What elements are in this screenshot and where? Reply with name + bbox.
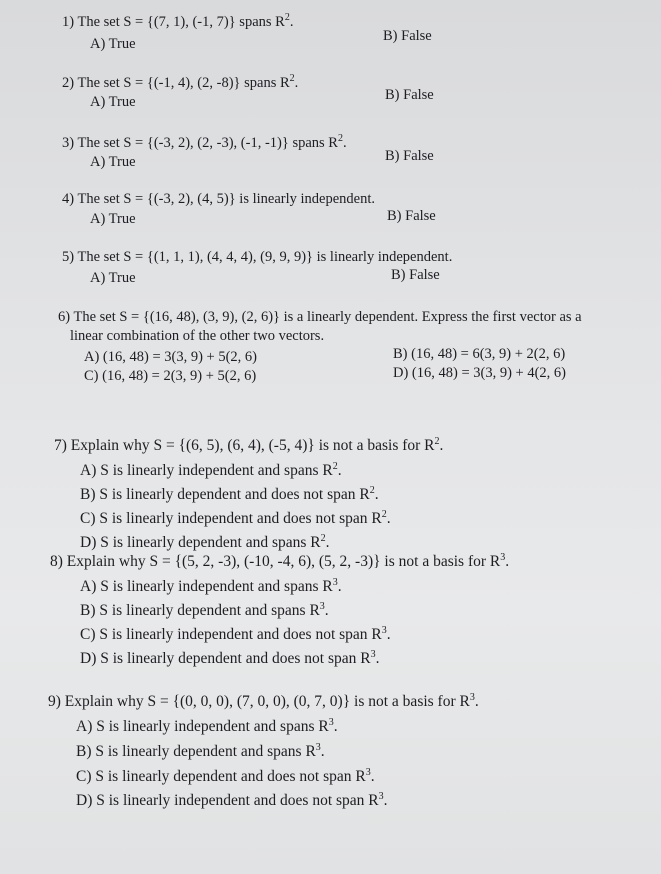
option-text: C) S is linearly dependent and does not span R bbox=[76, 768, 366, 785]
question-2-stem bbox=[62, 74, 298, 92]
option-b[interactable]: B) False bbox=[391, 267, 440, 283]
period: . bbox=[289, 14, 294, 30]
question-5-stem bbox=[62, 248, 452, 266]
option-a[interactable]: A) True bbox=[90, 36, 136, 52]
period: . bbox=[474, 693, 479, 710]
superscript: 2 bbox=[381, 509, 387, 520]
option-a[interactable]: A) True bbox=[90, 270, 136, 286]
option-a[interactable] bbox=[80, 578, 342, 596]
superscript: 3 bbox=[328, 717, 334, 728]
superscript: 3 bbox=[381, 625, 387, 636]
superscript: 2 bbox=[284, 12, 290, 23]
option-text: A) S is linearly independent and spans R bbox=[76, 718, 329, 735]
superscript: 2 bbox=[337, 133, 343, 144]
question-6-stem-line-2: linear combination of the other two vectors. bbox=[70, 328, 325, 344]
period: . bbox=[386, 510, 391, 527]
period: . bbox=[337, 462, 342, 479]
period: . bbox=[375, 650, 380, 667]
option-text: A) S is linearly independent and spans R bbox=[80, 462, 333, 479]
superscript: 3 bbox=[332, 577, 338, 588]
period: . bbox=[383, 792, 388, 809]
question-text: The set S = {(-3, 2), (4, 5)} is linearly independent. bbox=[77, 191, 375, 207]
option-text: C) S is linearly independent and does not span R bbox=[80, 510, 382, 527]
option-d[interactable] bbox=[76, 792, 388, 810]
question-3-stem bbox=[62, 134, 347, 152]
option-b[interactable]: B) False bbox=[383, 28, 432, 44]
option-a[interactable]: A) True bbox=[90, 211, 136, 227]
period: . bbox=[294, 75, 299, 91]
option-c[interactable] bbox=[76, 768, 375, 786]
question-text: The set S = {(-1, 4), (2, -8)} spans R bbox=[77, 75, 290, 91]
option-b[interactable] bbox=[80, 602, 329, 620]
period: . bbox=[320, 743, 325, 760]
question-text: Explain why S = {(6, 5), (6, 4), (-5, 4)} is not a basis for R bbox=[70, 437, 435, 454]
period: . bbox=[333, 718, 338, 735]
option-b[interactable]: B) False bbox=[385, 87, 434, 103]
option-text: D) S is linearly dependent and spans R bbox=[80, 534, 321, 551]
superscript: 3 bbox=[365, 767, 371, 778]
option-b[interactable]: B) (16, 48) = 6(3, 9) + 2(2, 6) bbox=[393, 346, 566, 362]
option-a[interactable]: A) (16, 48) = 3(3, 9) + 5(2, 6) bbox=[84, 349, 258, 365]
question-text: The set S = {(7, 1), (-1, 7)} spans R bbox=[77, 14, 285, 30]
option-c[interactable]: C) (16, 48) = 2(3, 9) + 5(2, 6) bbox=[84, 368, 257, 384]
superscript: 3 bbox=[469, 692, 475, 703]
question-text: The set S = {(16, 48), (3, 9), (2, 6)} is a linearly dependent. Express the first vector as a bbox=[73, 309, 582, 325]
superscript: 3 bbox=[319, 601, 325, 612]
option-a[interactable] bbox=[80, 462, 342, 480]
question-text: The set S = {(1, 1, 1), (4, 4, 4), (9, 9, 9)} is linearly independent. bbox=[77, 249, 453, 265]
period: . bbox=[386, 626, 391, 643]
option-a[interactable]: A) True bbox=[90, 154, 136, 170]
question-4-stem bbox=[62, 190, 375, 208]
question-7-stem bbox=[54, 437, 443, 455]
period: . bbox=[374, 486, 379, 503]
period: . bbox=[370, 768, 375, 785]
option-d[interactable] bbox=[80, 534, 330, 552]
question-number: 9) bbox=[48, 693, 61, 710]
superscript: 2 bbox=[369, 485, 375, 496]
superscript: 2 bbox=[434, 436, 440, 447]
option-b[interactable] bbox=[76, 743, 325, 761]
period: . bbox=[439, 437, 444, 454]
option-a[interactable] bbox=[76, 718, 338, 736]
question-text: The set S = {(-3, 2), (2, -3), (-1, -1)} spans R bbox=[77, 135, 338, 151]
option-d[interactable] bbox=[80, 650, 379, 668]
option-text: B) S is linearly dependent and does not span R bbox=[80, 486, 370, 503]
question-text: Explain why S = {(5, 2, -3), (-10, -4, 6), (5, 2, -3)} is not a basis for R bbox=[66, 553, 501, 570]
question-8-stem bbox=[50, 553, 509, 571]
option-text: B) S is linearly dependent and spans R bbox=[80, 602, 320, 619]
option-c[interactable] bbox=[80, 510, 391, 528]
question-number: 4) bbox=[62, 191, 75, 207]
question-number: 1) bbox=[62, 14, 75, 30]
period: . bbox=[337, 578, 342, 595]
option-text: A) S is linearly independent and spans R bbox=[80, 578, 333, 595]
option-text: D) S is linearly dependent and does not span R bbox=[80, 650, 371, 667]
superscript: 3 bbox=[370, 649, 376, 660]
question-number: 6) bbox=[58, 309, 71, 325]
question-number: 5) bbox=[62, 249, 75, 265]
question-number: 2) bbox=[62, 75, 75, 91]
question-number: 8) bbox=[50, 553, 63, 570]
question-1-stem bbox=[62, 13, 293, 31]
superscript: 3 bbox=[500, 552, 506, 563]
option-text: D) S is linearly independent and does not span R bbox=[76, 792, 379, 809]
superscript: 2 bbox=[320, 533, 326, 544]
question-text: Explain why S = {(0, 0, 0), (7, 0, 0), (0, 7, 0)} is not a basis for R bbox=[64, 693, 470, 710]
option-text: B) S is linearly dependent and spans R bbox=[76, 743, 316, 760]
option-a[interactable]: A) True bbox=[90, 94, 136, 110]
option-d[interactable]: D) (16, 48) = 3(3, 9) + 4(2, 6) bbox=[393, 365, 567, 381]
superscript: 3 bbox=[315, 742, 321, 753]
question-number: 3) bbox=[62, 135, 75, 151]
option-b[interactable]: B) False bbox=[387, 208, 436, 224]
option-text: C) S is linearly independent and does not span R bbox=[80, 626, 382, 643]
period: . bbox=[505, 553, 510, 570]
question-9-stem bbox=[48, 693, 479, 711]
question-number: 7) bbox=[54, 437, 67, 454]
period: . bbox=[325, 534, 330, 551]
option-b[interactable]: B) False bbox=[385, 148, 434, 164]
option-b[interactable] bbox=[80, 486, 379, 504]
superscript: 2 bbox=[289, 73, 295, 84]
question-6-stem bbox=[58, 308, 582, 326]
superscript: 2 bbox=[332, 461, 338, 472]
period: . bbox=[324, 602, 329, 619]
period: . bbox=[342, 135, 347, 151]
superscript: 3 bbox=[378, 791, 384, 802]
option-c[interactable] bbox=[80, 626, 391, 644]
